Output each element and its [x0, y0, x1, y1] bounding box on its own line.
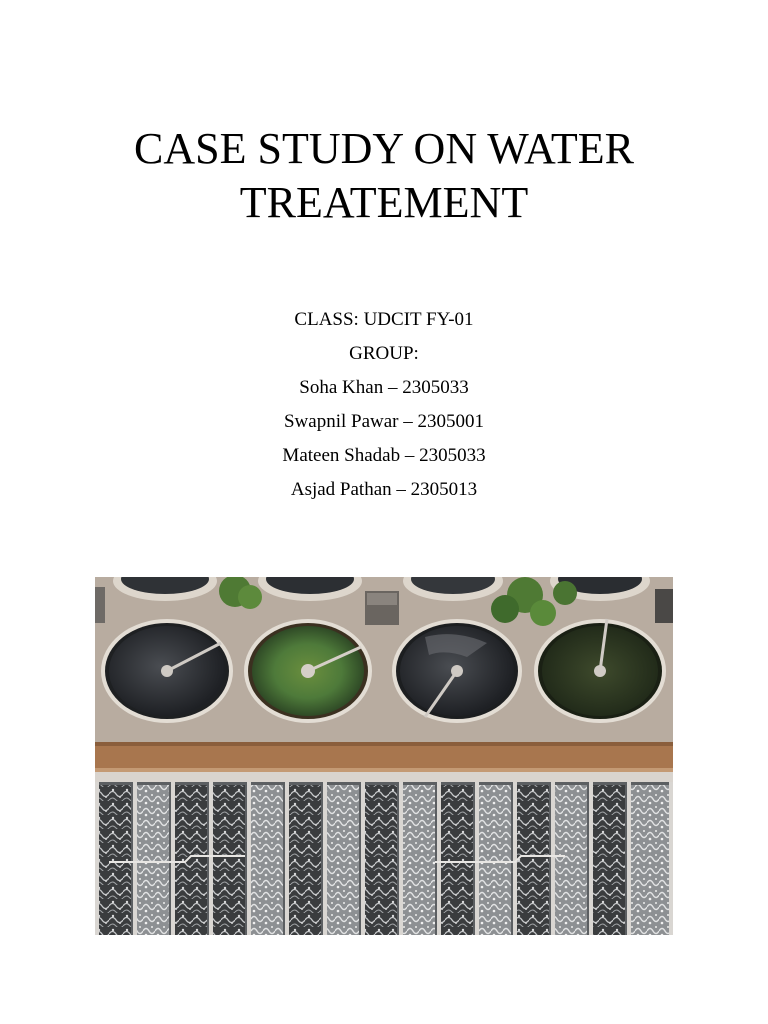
class-line: CLASS: UDCIT FY-01	[294, 309, 474, 330]
title-line-1: CASE STUDY ON WATER	[134, 124, 634, 173]
member-1: Soha Khan – 2305033	[299, 377, 469, 398]
member-4: Asjad Pathan – 2305013	[290, 479, 478, 500]
water-treatment-plant-photo	[95, 577, 673, 935]
member-3: Mateen Shadab – 2305033	[282, 445, 486, 466]
plant-aerial-illustration	[95, 577, 673, 935]
title-line-2: TREATEMENT	[239, 178, 529, 227]
group-label: GROUP:	[349, 343, 419, 364]
document-title	[0, 122, 768, 230]
member-2: Swapnil Pawar – 2305001	[283, 411, 484, 432]
group-info	[0, 306, 768, 510]
